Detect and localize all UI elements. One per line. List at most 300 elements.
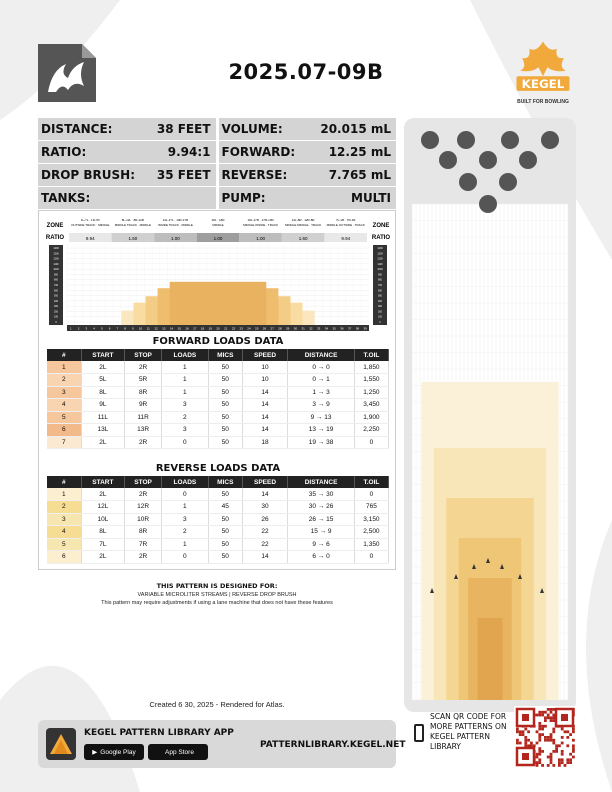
qr-module [558,744,561,747]
ratio-label-left: RATIO [45,235,65,241]
table-cell: 1 [161,386,208,399]
table-cell: 2,250 [354,424,388,437]
qr-module [544,739,547,742]
zone-ratio: 1.00 [171,236,180,241]
qr-module [552,730,555,733]
table-cell: 7L [81,538,125,551]
qr-module [522,730,525,733]
qr-module [561,761,564,764]
graph-board-number: 38 [355,326,360,331]
table-cell: 1 → 3 [288,386,355,399]
pin [479,151,497,169]
qr-module [547,708,550,711]
qr-module [572,750,575,753]
table-cell: 45 [208,501,242,514]
table-cell: 1,350 [354,538,388,551]
table-cell: 1,900 [354,411,388,424]
graph-board-number: 33 [316,326,321,331]
table-cell: 3 [161,513,208,526]
zone-ratio: 1.60 [298,236,308,241]
qr-module [527,739,530,742]
graph-board-number: 24 [247,326,251,331]
stat-drop-brush: DROP BRUSH: 35 FEET [38,164,216,186]
table-cell: 30 → 26 [288,501,355,514]
qr-module [552,764,555,767]
table-cell: 765 [354,501,388,514]
table-cell: 50 [208,399,242,412]
graph-board-number: 1 [70,326,72,331]
qr-module [569,758,572,761]
table-cell: 10 [242,374,287,387]
qr-module [561,728,564,731]
oil-graph [39,241,397,331]
qr-module [516,742,519,745]
pattern-title: 2025.07-09B [228,60,384,84]
zone-desc: MIDDLE MIDDLE · TRACK [284,223,322,227]
qr-module [538,711,541,714]
table-cell: 3 [47,386,81,399]
graph-ylabel: 100 [378,315,382,319]
table-cell: 7 [47,436,81,449]
qr-module [544,719,547,722]
table-cell: 50 [208,411,242,424]
qr-code[interactable] [514,706,576,768]
zone-desc: MIDDLE OUTSIDE · TRACK [326,223,365,227]
qr-module [536,714,539,717]
qr-module [550,739,553,742]
table-cell: 5L [81,374,125,387]
zone-label-left: ZONE [46,223,64,229]
pin [421,131,439,149]
table-cell: 50 [208,424,242,437]
table-header: START [81,349,125,361]
table-cell: 0 [161,551,208,564]
qr-module [547,714,550,717]
table-cell: 10 [242,361,287,374]
graph-board-number: 21 [224,326,228,331]
qr-module [541,733,544,736]
pattern-library-url[interactable]: PATTERNLIBRARY.KEGEL.NET [260,740,406,750]
graph-board-number: 7 [116,326,119,331]
table-cell: 2L [81,551,125,564]
table-cell: 50 [208,436,242,449]
table-cell: 8R [125,526,162,539]
stat-distance: DISTANCE: 38 FEET [38,118,216,140]
table-cell: 11R [125,411,162,424]
qr-module [541,728,544,731]
graph-board-number: 4 [93,326,95,331]
table-header: T.OIL [354,349,388,361]
table-cell: 14 [242,424,287,437]
graph-ylabel: 1300 [53,252,59,256]
qr-module [544,716,547,719]
zone-label-right: ZONE [372,223,390,229]
table-row [47,501,389,514]
table-cell: 14 [242,551,287,564]
graph-board-number: 29 [286,326,290,331]
graph-ylabel: 400 [378,299,382,303]
qr-module [566,758,569,761]
qr-module [547,739,550,742]
table-header: LOADS [161,349,208,361]
table-row [47,538,389,551]
graph-board-number: 12 [154,326,158,331]
pattern-stats [38,118,396,210]
table-row [47,399,389,412]
qr-module [550,711,553,714]
qr-module [566,730,569,733]
graph-ylabel: 0 [55,321,57,324]
graph-board-number: 19 [208,326,212,331]
qr-module [569,733,572,736]
table-header: # [47,349,81,361]
lane-graphic [404,118,576,712]
graph-ylabel: 700 [54,284,58,287]
table-cell: 5 [47,411,81,424]
stat-ratio: RATIO: 9.94:1 [38,141,216,163]
qr-module [516,739,519,742]
graph-board-number: 36 [340,326,344,331]
table-header: MICS [208,349,242,361]
table-cell: 35 → 30 [288,488,355,501]
table-cell: 3 → 9 [288,399,355,412]
lane-oil-band [478,618,503,700]
app-title: KEGEL PATTERN LIBRARY APP [84,728,234,738]
qr-module [536,756,539,759]
table-cell: 0 [161,436,208,449]
stat-pump: PUMP: MULTI [219,187,397,209]
zone-desc: INSIDE TRACK · MIDDLE [157,223,193,227]
qr-module [524,742,527,745]
table-header: STOP [125,349,162,361]
table-cell: 1,250 [354,386,388,399]
graph-ylabel: 300 [378,305,382,309]
qr-module [555,744,558,747]
graph-ylabel: 900 [378,273,382,277]
table-cell: 12R [125,501,162,514]
table-cell: 50 [208,538,242,551]
designed-for-block [38,582,396,606]
qr-module [561,742,564,745]
table-cell: 5 [47,538,81,551]
qr-module [572,739,575,742]
forward-loads-table [47,349,389,449]
qr-module [538,736,541,739]
qr-module [550,716,553,719]
graph-board-number: 6 [108,326,111,331]
table-header: T.OIL [354,476,388,488]
table-row [47,488,389,501]
qr-module [538,725,541,728]
zone-desc: OUTSIDE TRACK · MIDDLE [71,223,110,227]
table-cell: 3 [47,513,81,526]
qr-module [547,764,550,767]
qr-module [547,716,550,719]
graph-board-number: 28 [278,326,282,331]
qr-module [572,728,575,731]
qr-module [538,761,541,764]
qr-module [552,742,555,745]
graph-ylabel: 100 [54,315,58,319]
table-cell: 1 [47,488,81,501]
table-cell: 2R [125,436,162,449]
qr-module [538,728,541,731]
table-cell: 13R [125,424,162,437]
table-cell: 50 [208,526,242,539]
graph-ylabel: 1200 [53,257,59,261]
table-cell: 50 [208,386,242,399]
table-cell: 2L [81,361,125,374]
qr-module [544,725,547,728]
table-row [47,386,389,399]
zone-desc: MIDDLE [212,223,224,227]
qr-module [544,711,547,714]
graph-ylabel: 1100 [377,262,383,266]
graph-ylabel: 200 [378,310,382,314]
graph-ylabel: 500 [378,294,382,298]
graph-board-number: 17 [193,326,197,331]
qr-module [572,756,575,759]
table-row [47,513,389,526]
zone-range: 8L-12L · 8R-12R [121,218,144,222]
graph-ylabel: 500 [54,294,58,298]
qr-module [547,736,550,739]
table-cell: 6 [47,551,81,564]
graph-ylabel: 1300 [377,252,383,256]
reverse-loads-title: REVERSE LOADS DATA [155,463,281,474]
graph-ylabel: 1000 [53,268,59,272]
graph-board-number: 30 [293,326,298,331]
reverse-loads-table [47,476,389,564]
table-row [47,411,389,424]
qr-module [552,750,555,753]
kegel-tagline: BUILT FOR BOWLING [517,99,569,105]
graph-board-number: 5 [101,326,103,331]
qr-module [550,753,553,756]
table-cell: 14 [242,488,287,501]
qr-module [561,758,564,761]
qr-module [536,742,539,745]
table-header: STOP [125,476,162,488]
table-cell: 2L [81,488,125,501]
table-cell: 2R [125,361,162,374]
phone-icon [414,724,424,742]
app-icon [46,728,76,760]
graph-ylabel: 1100 [53,262,59,266]
qr-module [555,750,558,753]
designed-note: This pattern may require adjustments if using a lane machine that does not have these features [101,600,333,606]
table-cell: 11L [81,411,125,424]
pin [457,131,475,149]
table-cell: 22 [242,538,287,551]
qr-module [550,761,553,764]
pin [519,151,537,169]
qr-module [522,733,525,736]
table-cell: 2R [125,488,162,501]
qr-module [555,747,558,750]
qr-module [550,733,553,736]
zone-ratio: 9.94 [341,236,351,241]
qr-module [544,736,547,739]
graph-board-number: 35 [332,326,336,331]
stat-reverse: REVERSE: 7.765 mL [219,164,397,186]
zone-range: 13L-17L · 13R-17R [162,218,189,222]
graph-board-number: 31 [301,326,305,331]
qr-module [524,728,527,731]
table-cell: 13 → 19 [288,424,355,437]
table-cell: 7R [125,538,162,551]
table-cell: 1 [47,361,81,374]
graph-ylabel: 1000 [377,268,383,272]
graph-board-number: 23 [239,326,243,331]
qr-module [541,725,544,728]
table-header: START [81,476,125,488]
zone-range: 1L-7L · 1R-7R [80,218,100,222]
qr-finder-core [522,753,529,760]
qr-module [538,750,541,753]
qr-module [552,728,555,731]
zone-desc: MIDDLE INSIDE · TRACK [243,223,279,227]
graph-oil-band [170,282,267,325]
table-cell: 3,150 [354,513,388,526]
play-icon: ▶ [92,749,98,756]
table-cell: 9 → 13 [288,411,355,424]
graph-ylabel: 800 [54,278,58,282]
table-cell: 6 [47,424,81,437]
table-row [47,436,389,449]
table-header: DISTANCE [288,349,355,361]
qr-module [538,739,541,742]
qr-module [541,711,544,714]
graph-ylabel: 1400 [53,247,59,250]
table-cell: 1 [161,538,208,551]
table-cell: 50 [208,488,242,501]
table-cell: 14 [242,399,287,412]
table-cell: 50 [208,513,242,526]
qr-module [536,753,539,756]
zone-range: 18L-17R · 17R-13R [247,218,274,222]
graph-board-number: 32 [309,326,313,331]
table-cell: 1,550 [354,374,388,387]
table-cell: 6 → 0 [288,551,355,564]
table-cell: 2L [81,436,125,449]
zone-ratio: 9.94 [85,236,95,241]
zone-desc: MIDDLE TRACK · MIDDLE [114,223,152,227]
table-row [47,424,389,437]
table-cell: 1 [161,361,208,374]
table-cell: 19 → 38 [288,436,355,449]
zone-range: 7L-1R · 7R-1R [335,218,356,222]
table-cell: 2 [161,411,208,424]
table-header: LOADS [161,476,208,488]
qr-module [564,764,567,767]
table-cell: 3 [161,399,208,412]
qr-module [561,750,564,753]
table-row [47,526,389,539]
kegel-logo-text: KEGEL [521,77,565,92]
qr-module [561,753,564,756]
table-cell: 15 → 9 [288,526,355,539]
table-cell: 0 [354,488,388,501]
qr-module [550,736,553,739]
qr-module [569,753,572,756]
table-header: SPEED [242,349,287,361]
designed-features: VARIABLE MICROLITER STREAMS | REVERSE DROP BRUSH [137,592,297,598]
stat-forward: FORWARD: 12.25 mL [219,141,397,163]
qr-module [538,733,541,736]
qr-module [558,758,561,761]
created-note: Created 6 30, 2025 - Rendered for Atlas. [149,700,285,709]
qr-module [519,730,522,733]
table-cell: 13L [81,424,125,437]
qr-module [538,753,541,756]
graph-board-number: 8 [124,326,126,331]
table-cell: 2R [125,551,162,564]
table-cell: 26 → 15 [288,513,355,526]
qr-finder-core [561,714,568,721]
table-cell: 0 → 1 [288,374,355,387]
qr-module [538,714,541,717]
graph-board-number: 25 [255,326,259,331]
zone-range: 12L-8R · 12R-8R [291,218,315,222]
qr-module [550,719,553,722]
table-cell: 1 [161,374,208,387]
table-header: # [47,476,81,488]
graph-ylabel: 200 [54,310,58,314]
graph-board-number: 27 [270,326,274,331]
footer-app-bar [38,720,406,768]
designed-title: THIS PATTERN IS DESIGNED FOR: [156,582,278,590]
qr-module [524,739,527,742]
qr-module [550,756,553,759]
graph-board-number: 22 [231,326,236,331]
table-cell: 50 [208,551,242,564]
table-cell: 26 [242,513,287,526]
pin [499,173,517,191]
qr-module [572,730,575,733]
qr-module [541,764,544,767]
forward-loads-title: FORWARD LOADS DATA [152,336,284,347]
qr-module [536,764,539,767]
qr-module [564,730,567,733]
table-cell: 1,850 [354,361,388,374]
table-cell: 12L [81,501,125,514]
qr-module [519,742,522,745]
qr-module [530,742,533,745]
table-cell: 14 [242,411,287,424]
graph-ylabel: 700 [378,284,382,287]
table-cell: 1 [161,501,208,514]
graph-ylabel: 300 [54,305,58,309]
pin [541,131,559,149]
graph-board-number: 20 [216,326,220,331]
google-play-badge[interactable]: ▶ Google Play [84,744,144,760]
graph-board-number: 11 [146,326,150,331]
qr-module [550,708,553,711]
table-cell: 8L [81,526,125,539]
table-cell: 8R [125,386,162,399]
table-cell: 4 [47,526,81,539]
table-cell: 0 [354,551,388,564]
graph-ylabel: 900 [54,273,58,277]
table-cell: 3,450 [354,399,388,412]
table-row [47,551,389,564]
graph-ylabel: 0 [379,321,381,324]
qr-module [566,761,569,764]
app-store-badge[interactable]: App Store [148,744,208,760]
zone-ratio: 1.60 [128,236,138,241]
graph-board-number: 13 [162,326,166,331]
